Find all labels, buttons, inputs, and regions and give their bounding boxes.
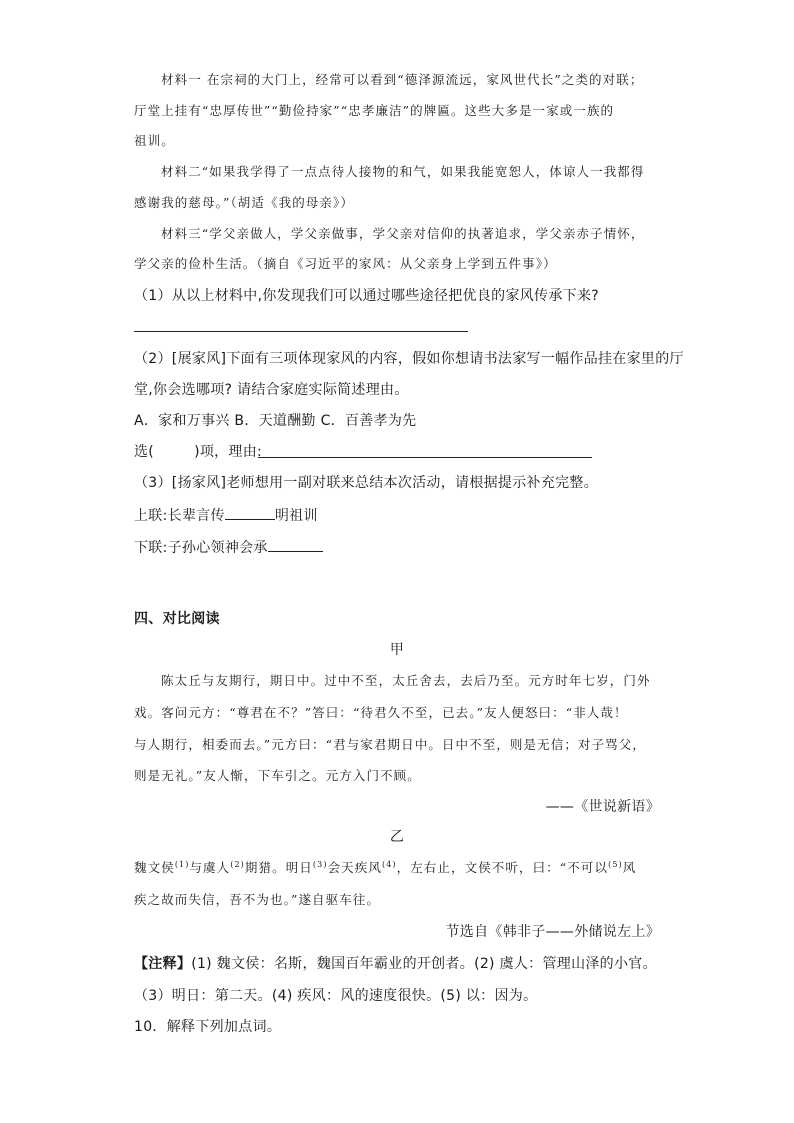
couplet-upper-prefix: 上联:长辈言传 (134, 508, 225, 524)
answer-line-q1[interactable] (134, 331, 468, 332)
question-2-options: A．家和万事兴 B．天道酬勤 C．百善孝为先 (134, 413, 417, 429)
couplet-upper (134, 505, 318, 525)
question-2-choose (134, 441, 262, 461)
question-2-line-2: 堂,你会选哪项? 请结合家庭实际简述理由。 (134, 382, 409, 398)
passage-jia-line-4: 则是无礼。”友人惭，下车引之。元方入门不顾。 (134, 768, 421, 783)
yi-text-e: ，左右止，文侯不听，曰：“不可以 (396, 860, 609, 875)
question-1: （1）从以上材料中,你发现我们可以通过哪些途径把优良的家风传承下来? (134, 288, 599, 304)
passage-jia-source: ——《世说新语》 (545, 799, 660, 815)
material-1-line-3: 祖训。 (134, 133, 175, 148)
notes-text-1: (1) 魏文侯：名斯，魏国百年霸业的开创者。(2) 虞人：管理山泽的小官。 (191, 956, 657, 972)
question-3: （3）[扬家风]老师想用一副对联来总结本次活动，请根据提示补充完整。 (134, 475, 599, 491)
passage-yi-line-1 (134, 858, 636, 876)
note-ref-1: (1) (174, 859, 190, 869)
yi-text-d: 会天疾风 (327, 860, 382, 875)
question-2-line-1: （2）[展家风]下面有三项体现家风的内容，假如你想请书法家写一幅作品挂在家里的厅 (134, 351, 684, 367)
couplet-lower-blank[interactable] (268, 537, 323, 552)
answer-line-reason[interactable] (258, 457, 592, 458)
choose-prefix: 选( (134, 444, 155, 460)
note-ref-2: (2) (230, 859, 245, 869)
passage-yi-source: 节选自《韩非子——外储说左上》 (445, 924, 660, 940)
couplet-upper-suffix: 明祖训 (274, 508, 318, 524)
couplet-upper-blank[interactable] (225, 505, 275, 520)
section-4-heading: 四、对比阅读 (134, 611, 220, 627)
note-ref-4: (4) (381, 859, 397, 869)
yi-text-c: 期猎。明日 (244, 860, 313, 875)
passage-yi-title: 乙 (389, 829, 405, 845)
material-2-line-2: 感谢我的慈母。”（胡适《我的母亲》） (134, 195, 354, 210)
passage-jia-title: 甲 (389, 642, 405, 658)
passage-yi-line-2: 疾之故而失信，吾不为也。”遂自驱车往。 (134, 892, 381, 907)
choose-suffix: )项，理由: (194, 444, 263, 460)
passage-jia-line-2: 戏。客问元方：“尊君在不？”答曰：“待君久不至，已去。”友人便怒曰：“非人哉！ (134, 705, 628, 720)
passage-jia-line-1: 陈太丘与友期行，期日中。过中不至，太丘舍去，去后乃至。元方时年七岁，门外 (161, 673, 651, 688)
question-10: 10．解释下列加点词。 (134, 1019, 282, 1035)
material-1-line-2: 厅堂上挂有“忠厚传世”“勤俭持家”“忠孝廉洁”的牌匾。这些大多是一家或一族的 (134, 103, 615, 118)
material-3-line-1: 材料三“学父亲做人，学父亲做事，学父亲对信仰的执著追求，学父亲赤子情怀， (161, 226, 645, 241)
notes-line-1 (134, 953, 657, 973)
note-ref-3: (3) (312, 859, 328, 869)
couplet-lower-prefix: 下联:子孙心领神会承 (134, 540, 268, 556)
yi-text-b: 与虞人 (189, 860, 231, 875)
notes-line-2: （3）明日：第二天。(4) 疾风：风的速度很快。(5) 以：因为。 (134, 988, 538, 1004)
yi-text-a: 魏文侯 (134, 860, 175, 875)
couplet-lower (134, 537, 323, 557)
note-ref-5: (5) (608, 859, 623, 869)
yi-text-f: 风 (622, 860, 637, 875)
passage-jia-line-3: 与人期行，相委而去。”元方曰：“君与家君期日中。日中不至，则是无信；对子骂父， (134, 737, 646, 752)
material-1-line-1: 材料一 在宗祠的大门上，经常可以看到“德泽源流远，家风世代长”之类的对联； (161, 72, 644, 87)
material-3-line-2: 学父亲的俭朴生活。（摘自《习近平的家风：从父亲身上学到五件事》） (134, 256, 557, 271)
notes-label: 【注释】 (134, 956, 192, 972)
material-2-line-1: 材料二“如果我学得了一点点待人接物的和气，如果我能宽恕人，体谅人一我都得 (161, 164, 645, 179)
